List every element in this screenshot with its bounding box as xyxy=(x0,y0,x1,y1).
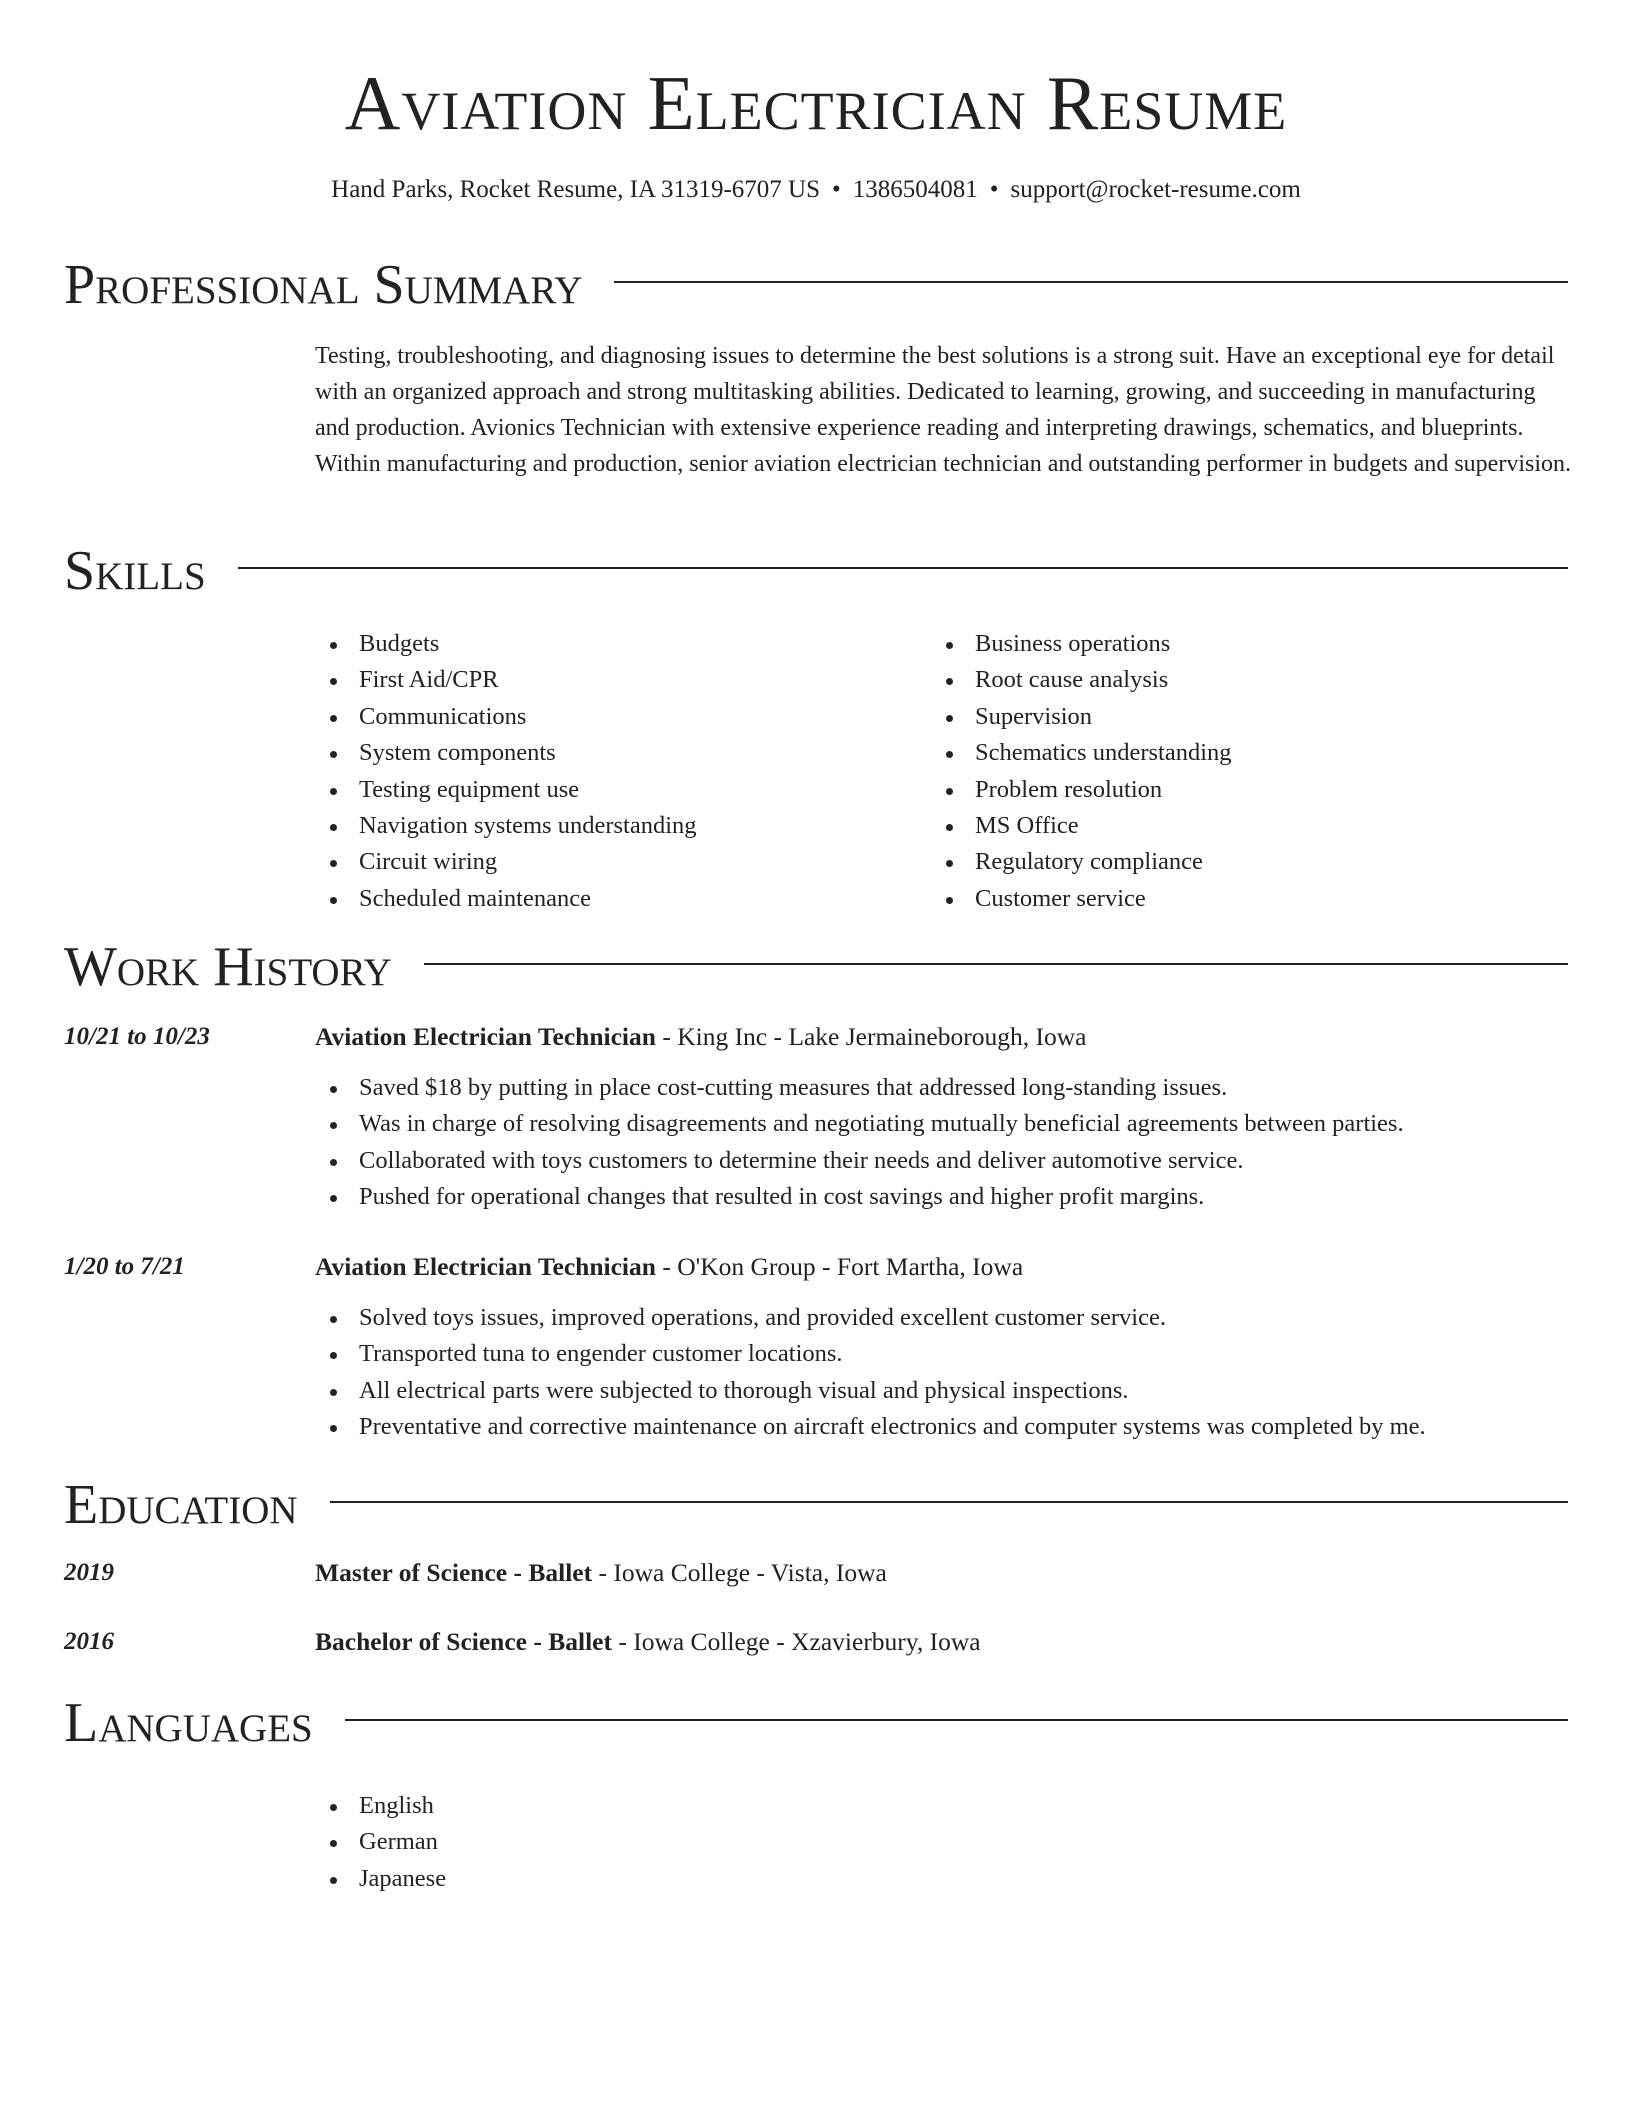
section-heading-work xyxy=(64,932,1568,1002)
job-dates: 1/20 to 7/21 xyxy=(64,1253,185,1280)
job-title: Aviation Electrician Technician xyxy=(315,1022,656,1051)
skill-item: Schematics understanding xyxy=(931,735,1232,771)
divider xyxy=(424,963,1568,965)
language-item: Japanese xyxy=(315,1861,446,1897)
separator: • xyxy=(832,176,841,203)
job-bullet: Solved toys issues, improved operations, and provided excellent customer service. xyxy=(315,1300,1575,1336)
job-bullet: Collaborated with toys customers to determine their needs and deliver automotive service. xyxy=(315,1143,1575,1179)
job-bullets xyxy=(315,1300,1575,1446)
job-bullet: Transported tuna to engender customer locations. xyxy=(315,1336,1575,1372)
skill-item: Communications xyxy=(315,699,697,735)
job-bullet: Preventative and corrective maintenance on aircraft electronics and computer systems was completed by me. xyxy=(315,1409,1575,1445)
section-heading-skills xyxy=(64,536,1568,606)
skill-item: Customer service xyxy=(931,881,1232,917)
skills-list-left xyxy=(315,626,697,917)
divider xyxy=(345,1719,1568,1721)
skill-item: Supervision xyxy=(931,699,1232,735)
phone: 1386504081 xyxy=(852,176,978,203)
education-entry xyxy=(315,1556,887,1590)
separator: • xyxy=(989,176,999,203)
skill-item: First Aid/CPR xyxy=(315,662,697,698)
skill-item: Testing equipment use xyxy=(315,772,697,808)
language-item: English xyxy=(315,1788,446,1824)
education-year: 2019 xyxy=(64,1559,114,1586)
skill-item: Root cause analysis xyxy=(931,662,1232,698)
job-heading xyxy=(315,1020,1086,1054)
job-dates: 10/21 to 10/23 xyxy=(64,1023,210,1050)
job-employer: - O'Kon Group - Fort Martha, Iowa xyxy=(655,1252,1024,1281)
job-bullets xyxy=(315,1070,1575,1216)
skills-list-right xyxy=(931,626,1232,917)
skill-item: Budgets xyxy=(315,626,697,662)
divider xyxy=(330,1501,1568,1503)
skill-item: Circuit wiring xyxy=(315,844,697,880)
education-school: - Iowa College - Vista, Iowa xyxy=(592,1558,887,1587)
section-heading-languages xyxy=(64,1688,1568,1758)
section-heading-education xyxy=(64,1470,1568,1540)
job-bullet: All electrical parts were subjected to thorough visual and physical inspections. xyxy=(315,1373,1575,1409)
section-heading-summary xyxy=(64,250,1568,320)
resume-title: Aviation Electrician Resume xyxy=(344,60,1288,146)
summary-text: Testing, troubleshooting, and diagnosing issues to determine the best solutions is a strong suit. Have an exceptional eye for detail with an organized approach and strong multitasking abilities. Dedicated to learning, growing, and succeeding in manufacturing and production. Avionics Technician with extensive experience reading and interpreting drawings, schematics, and blueprints. Within manufacturing and production, senior aviation electrician technician and outstanding performer in budgets and supervision. xyxy=(315,343,1572,477)
skill-item: Navigation systems understanding xyxy=(315,808,697,844)
languages-list xyxy=(315,1788,446,1897)
job-title: Aviation Electrician Technician xyxy=(315,1252,656,1281)
education-entry xyxy=(315,1625,981,1659)
section-title: Skills xyxy=(64,540,206,602)
job-bullet: Saved $18 by putting in place cost-cutting measures that addressed long-standing issues. xyxy=(315,1070,1575,1106)
job-bullet: Was in charge of resolving disagreements and negotiating mutually beneficial agreements between parties. xyxy=(315,1106,1575,1142)
section-title: Languages xyxy=(64,1692,313,1754)
skill-item: Problem resolution xyxy=(931,772,1232,808)
job-bullet: Pushed for operational changes that resulted in cost savings and higher profit margins. xyxy=(315,1179,1575,1215)
divider xyxy=(238,567,1568,569)
education-degree: Bachelor of Science - Ballet xyxy=(315,1627,612,1656)
contact-line xyxy=(0,174,1632,206)
skill-item: System components xyxy=(315,735,697,771)
job-heading xyxy=(315,1250,1023,1284)
education-school: - Iowa College - Xzavierbury, Iowa xyxy=(611,1627,981,1656)
skill-item: Regulatory compliance xyxy=(931,844,1232,880)
job-employer: - King Inc - Lake Jermaineborough, Iowa xyxy=(655,1022,1087,1051)
skill-item: MS Office xyxy=(931,808,1232,844)
section-title: Education xyxy=(64,1474,298,1536)
address: Hand Parks, Rocket Resume, IA 31319-6707 US xyxy=(331,176,820,203)
section-title: Work History xyxy=(64,936,392,998)
language-item: German xyxy=(315,1824,446,1860)
skill-item: Business operations xyxy=(931,626,1232,662)
section-title: Professional Summary xyxy=(64,254,583,316)
email: support@rocket-resume.com xyxy=(1010,176,1301,203)
education-year: 2016 xyxy=(64,1628,114,1655)
divider xyxy=(614,281,1568,283)
education-degree: Master of Science - Ballet xyxy=(315,1558,593,1587)
skill-item: Scheduled maintenance xyxy=(315,881,697,917)
